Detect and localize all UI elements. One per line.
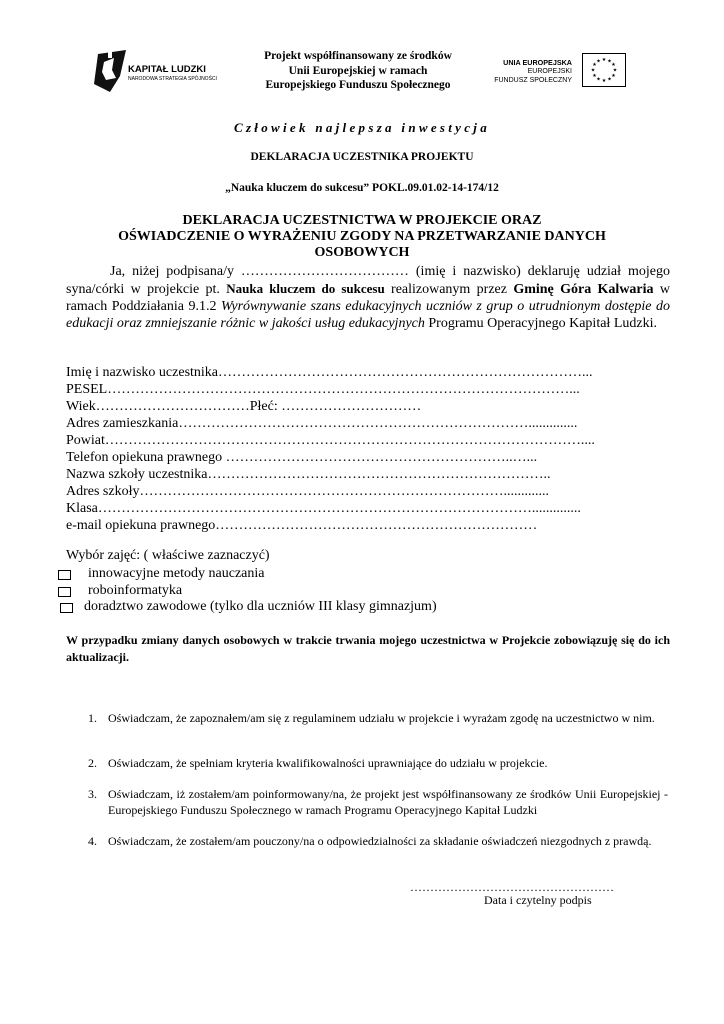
svg-text:★: ★ (612, 67, 618, 74)
svg-text:★: ★ (607, 58, 612, 65)
checkbox-innovative-methods[interactable] (58, 570, 71, 580)
update-notice: W przypadku zmiany danych osobowych w trakcie trwania mojego uczestnictwa w Projekcie zobowiązuję się do ich aktualizacji. (66, 633, 670, 664)
signature-label: Data i czytelny podpis (484, 893, 592, 907)
svg-text:★: ★ (607, 76, 612, 83)
choice-heading: Wybór zajęć: ( właściwe zaznaczyć) (66, 548, 270, 563)
participant-fields (66, 364, 595, 534)
svg-text:★: ★ (592, 73, 597, 79)
statement-4-text: Oświadczam, że zostałem/am pouczony/na o odpowiedzialności za składanie oświadczeń niezgodnych z prawdą. (108, 834, 652, 848)
option-robotics: roboinformatyka (88, 583, 183, 598)
declaration-label: DEKLARACJA UCZESTNIKA PROJEKTU (250, 151, 474, 163)
intro-measure: Wyrównywanie szans edukacyjnych uczniów z grup o utrudnionym dostępie do edukacji oraz zmniejszanie różnic w jakości usług edukacyjnych (66, 299, 670, 331)
intro-part-1: Ja, niżej podpisana/y ……………………………… (imię i nazwisko) deklaruję udział mojego syna/córki w projekcie pt. (66, 264, 670, 297)
header-line-3: Europejskiego Funduszu Społecznego (265, 79, 451, 91)
kapital-ludzki-subtitle: NARODOWA STRATEGIA SPÓJNOŚCI (128, 76, 217, 82)
svg-text:★: ★ (596, 58, 601, 65)
eu-logo-line-3: FUNDUSZ SPOŁECZNY (494, 77, 572, 84)
svg-text:★: ★ (590, 67, 596, 74)
kapital-ludzki-title: KAPITAŁ LUDZKI (128, 64, 206, 75)
title-line-2: OŚWIADCZENIE O WYRAŻENIU ZGODY NA PRZETWARZANIE DANYCH (118, 229, 606, 244)
intro-municipality: Gminę Góra Kalwaria (513, 282, 654, 297)
statement-2-number: 2. (88, 756, 97, 770)
statement-3-text: Oświadczam, iż zostałem/am poinformowany/na, że projekt jest współfinansowany ze środków Unii Europejskiej - Europejskiego Funduszu Społecznego w ramach Programu Operacyjnego Kapitał Ludzki (108, 787, 668, 817)
intro-paragraph (66, 263, 670, 332)
option-career-counseling: doradztwo zawodowe (tylko dla uczniów III klasy gimnazjum) (84, 599, 437, 614)
statement-3-number: 3. (88, 787, 97, 801)
checkbox-career-counseling[interactable] (60, 603, 73, 613)
title-line-1: DEKLARACJA UCZESTNICTWA W PROJEKCIE ORAZ (182, 213, 542, 228)
statement-4 (88, 833, 668, 865)
statement-1 (88, 710, 668, 742)
motto: Człowiek najlepsza inwestycja (233, 120, 491, 135)
svg-text:★: ★ (611, 62, 616, 68)
field-age-sex[interactable]: Wiek……………………………Płeć: ………………………… (66, 399, 422, 414)
field-school-address[interactable]: Adres szkoły……………………………………………………………………............. (66, 484, 549, 499)
intro-project-name: Nauka kluczem do sukcesu (226, 281, 385, 296)
option-innovative-methods: innowacyjne metody nauczania (88, 566, 265, 581)
header-line-1: Projekt współfinansowany ze środków (264, 50, 452, 62)
intro-part-2: realizowanym przez (384, 282, 514, 297)
kapital-ludzki-emblem-icon (90, 46, 130, 96)
eu-flag-icon (582, 53, 626, 87)
field-class[interactable]: Klasa………………………………………………………………………………….............. (66, 501, 581, 516)
statement-3 (88, 786, 668, 818)
title-line-3: OSOBOWYCH (314, 245, 410, 260)
cofinancing-header (240, 49, 476, 93)
field-address[interactable]: Adres zamieszkania………………………………………………………………….............. (66, 416, 578, 431)
svg-text:★: ★ (596, 76, 601, 83)
header-line-2: Unii Europejskiej w ramach (288, 64, 428, 77)
field-pesel[interactable]: PESEL………………………………………………………………………………………... (66, 382, 580, 397)
field-guardian-email[interactable]: e-mail opiekuna prawnego…………………………………………………………… (66, 518, 538, 533)
field-guardian-phone[interactable]: Telefon opiekuna prawnego ……………………………………………………..…... (66, 450, 538, 465)
statement-1-number: 1. (88, 711, 97, 725)
statement-4-number: 4. (88, 834, 97, 848)
svg-text:★: ★ (611, 73, 616, 79)
field-school-name[interactable]: Nazwa szkoły uczestnika……………………………………………………………….. (66, 467, 551, 482)
eu-logo-line-2: EUROPEJSKI (527, 68, 572, 75)
svg-text:★: ★ (592, 62, 597, 68)
statement-1-text: Oświadczam, że zapoznałem/am się z regulaminem udziału w projekcie i wyrażam zgodę na uczestnictwo w nim. (108, 711, 655, 725)
document-title (60, 213, 664, 261)
field-county[interactable]: Powiat………………………………………………………………………………………….... (66, 433, 595, 448)
signature-line[interactable]: …………………………………………… (410, 880, 614, 894)
eu-logo-text (484, 58, 572, 85)
intro-part-3: w ramach Poddziałania 9.1.2 (66, 282, 670, 314)
statement-2 (88, 755, 668, 771)
field-name[interactable]: Imię i nazwisko uczestnika……………………………………………………………………... (66, 365, 593, 380)
intro-part-4: Programu Operacyjnego Kapitał Ludzki. (424, 316, 657, 331)
svg-text:★: ★ (601, 78, 607, 84)
project-name: „Nauka kluczem do sukcesu” POKL.09.01.02-14-174/12 (225, 182, 499, 194)
svg-text:★: ★ (601, 57, 607, 63)
eu-logo-line-1: UNIA EUROPEJSKA (503, 58, 572, 67)
checkbox-robotics[interactable] (58, 587, 71, 597)
statement-2-text: Oświadczam, że spełniam kryteria kwalifikowalności uprawniające do udziału w projekcie. (108, 756, 548, 770)
